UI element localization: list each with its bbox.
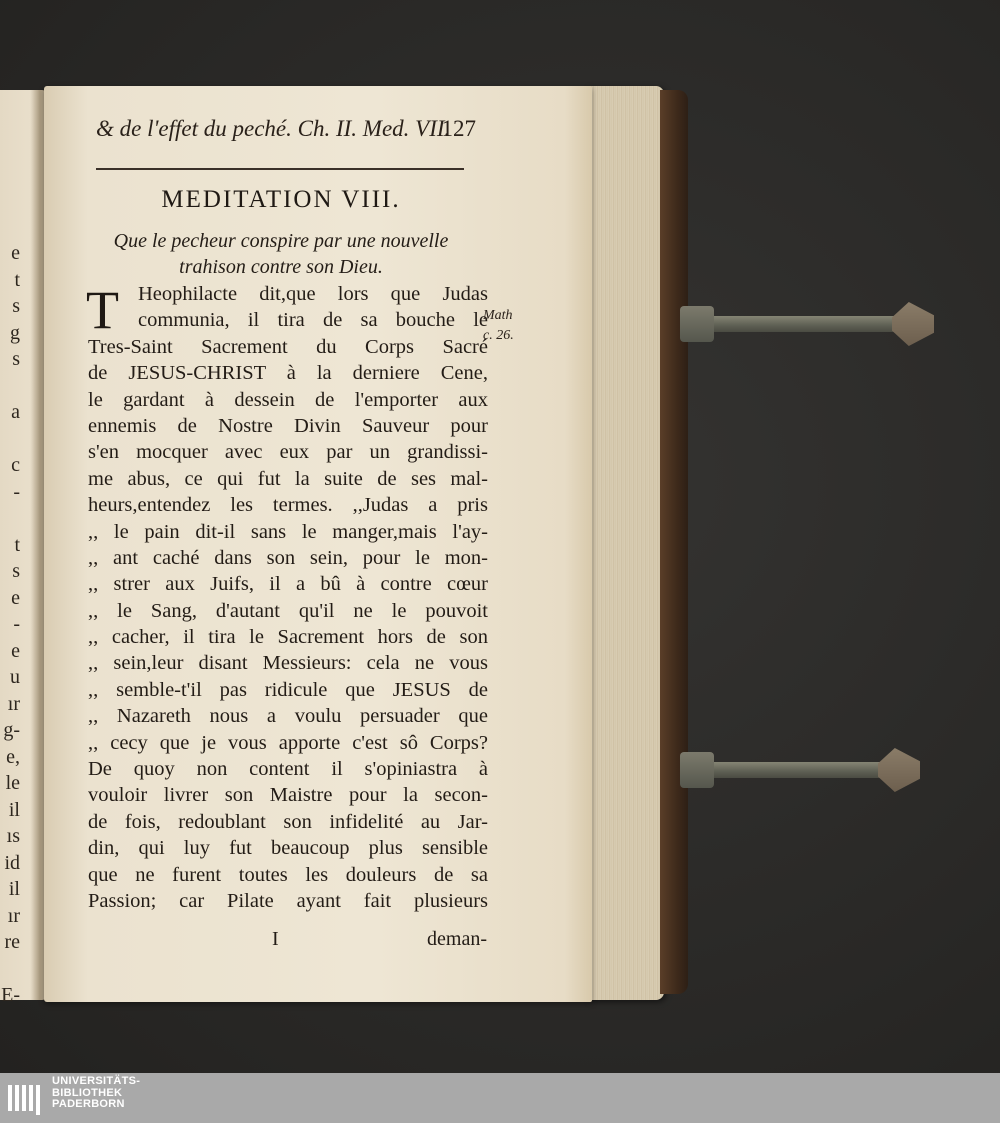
body-line: din, qui luy fut beaucoup plus sensible bbox=[88, 837, 488, 860]
body-line: Tres-Saint Sacrement du Corps Sacré bbox=[88, 335, 488, 358]
left-page-fragment bbox=[0, 956, 20, 983]
body-line: me abus, ce qui fut la suite de ses mal- bbox=[88, 467, 488, 490]
margin-note-line: Math bbox=[483, 308, 513, 323]
left-page-fragment: g bbox=[10, 321, 20, 344]
left-page-fragment: t bbox=[14, 268, 20, 291]
leather-cover-edge bbox=[660, 90, 688, 994]
left-page-fragment: u bbox=[10, 666, 20, 688]
left-page-text-fragments bbox=[0, 240, 20, 1009]
body-line: heurs,entendez les termes. ,,Judas a pris bbox=[88, 494, 488, 517]
body-line: de fois, redoublant son infidelité au Jar- bbox=[88, 810, 488, 833]
left-page-fragment: s bbox=[12, 348, 20, 370]
signature-mark: I bbox=[272, 928, 279, 950]
left-page-fragment bbox=[0, 505, 20, 532]
header-rule bbox=[96, 168, 464, 170]
left-page-fragment: a bbox=[11, 401, 20, 423]
body-line: que ne furent toutes les douleurs de sa bbox=[88, 863, 488, 886]
upper-clasp bbox=[680, 292, 938, 356]
left-page-fragment: id bbox=[4, 851, 20, 874]
left-page-fragment: t bbox=[14, 533, 20, 556]
body-line: ,, Nazareth nous a voulu persuader que bbox=[88, 705, 488, 728]
catchword: deman- bbox=[427, 928, 487, 950]
left-page-fragment: e bbox=[11, 639, 20, 662]
drop-cap: T bbox=[86, 280, 119, 340]
body-line: le gardant à dessein de l'emporter aux bbox=[88, 388, 488, 411]
left-page-fragment bbox=[0, 373, 20, 400]
body-line: ,, semble-t'il pas ridicule que JESUS de bbox=[88, 678, 488, 701]
meditation-title: MEDITATION VIII. bbox=[161, 186, 401, 213]
library-bars-icon bbox=[8, 1081, 46, 1115]
library-name-line: BIBLIOTHEK bbox=[52, 1086, 123, 1099]
subtitle-line: Que le pecheur conspire par une nouvelle bbox=[113, 230, 449, 252]
body-line: ,, ant caché dans son sein, pour le mon- bbox=[88, 546, 488, 569]
left-page-fragment: - bbox=[13, 613, 20, 635]
body-line: ,, le pain dit-il sans le manger,mais l'ay- bbox=[88, 520, 488, 543]
body-line: Passion; car Pilate ayant fait plusieurs bbox=[88, 889, 488, 912]
left-page-fragment: g- bbox=[3, 719, 20, 741]
library-name bbox=[52, 1076, 140, 1111]
body-line: ,, cacher, il tira le Sacrement hors de son bbox=[88, 626, 488, 649]
library-name-line: UNIVERSITÄTS- bbox=[52, 1075, 141, 1087]
left-page-fragment: le bbox=[5, 772, 20, 794]
left-page-fragment: il bbox=[8, 878, 20, 900]
body-line: ,, sein,leur disant Messieurs: cela ne vous bbox=[88, 652, 488, 675]
left-page-fragment: ır bbox=[7, 692, 20, 715]
left-page-fragment: e bbox=[11, 242, 20, 264]
body-line: de JESUS-CHRIST à la derniere Cene, bbox=[88, 362, 488, 385]
left-page-fragment: s bbox=[12, 560, 20, 582]
left-page-fragment: e bbox=[11, 586, 20, 609]
body-line: vouloir livrer son Maistre pour la secon- bbox=[88, 784, 488, 807]
left-page-fragment: E- bbox=[1, 984, 20, 1006]
left-page-fragment bbox=[0, 426, 20, 453]
left-page-fragment: ıs bbox=[6, 825, 20, 847]
library-name-line: PADERBORN bbox=[52, 1098, 125, 1110]
left-page-fragment: il bbox=[8, 798, 20, 821]
body-line: s'en mocquer avec eux par un grandissi- bbox=[88, 441, 488, 464]
margin-note-line: c. 26. bbox=[483, 328, 514, 343]
left-page-fragment: re bbox=[4, 931, 20, 953]
body-line: ennemis de Nostre Divin Sauveur pour bbox=[88, 414, 488, 437]
left-page-fragment: - bbox=[13, 480, 20, 503]
left-page-fragment: e, bbox=[6, 745, 20, 768]
margin-note bbox=[483, 306, 514, 346]
running-head-text: & de l'effet du peché. Ch. II. Med. VII. bbox=[96, 116, 451, 141]
body-line: ,, strer aux Juifs, il a bû à contre cœur bbox=[88, 573, 488, 596]
lower-clasp bbox=[680, 738, 924, 802]
subtitle-line: trahison contre son Dieu. bbox=[179, 256, 383, 278]
left-page-fragment: s bbox=[12, 295, 20, 317]
body-line: Heophilacte dit,que lors que Judas bbox=[138, 283, 488, 305]
running-head bbox=[96, 116, 476, 152]
footer-bar bbox=[0, 1073, 1000, 1123]
meditation-subtitle bbox=[86, 228, 476, 280]
left-page-fragment: c bbox=[11, 454, 20, 476]
page-number: 127 bbox=[441, 116, 476, 141]
body-line: communia, il tira de sa bouche le bbox=[138, 309, 488, 332]
body-line: ,, cecy que je vous apporte c'est sô Corps? bbox=[88, 731, 488, 754]
page-block-edges bbox=[588, 86, 664, 1000]
left-page-fragment: ır bbox=[7, 904, 20, 927]
body-line: ,, le Sang, d'autant qu'il ne le pouvoit bbox=[88, 599, 488, 622]
body-line: De quoy non content il s'opiniastra à bbox=[88, 758, 488, 781]
body-text bbox=[88, 281, 488, 914]
